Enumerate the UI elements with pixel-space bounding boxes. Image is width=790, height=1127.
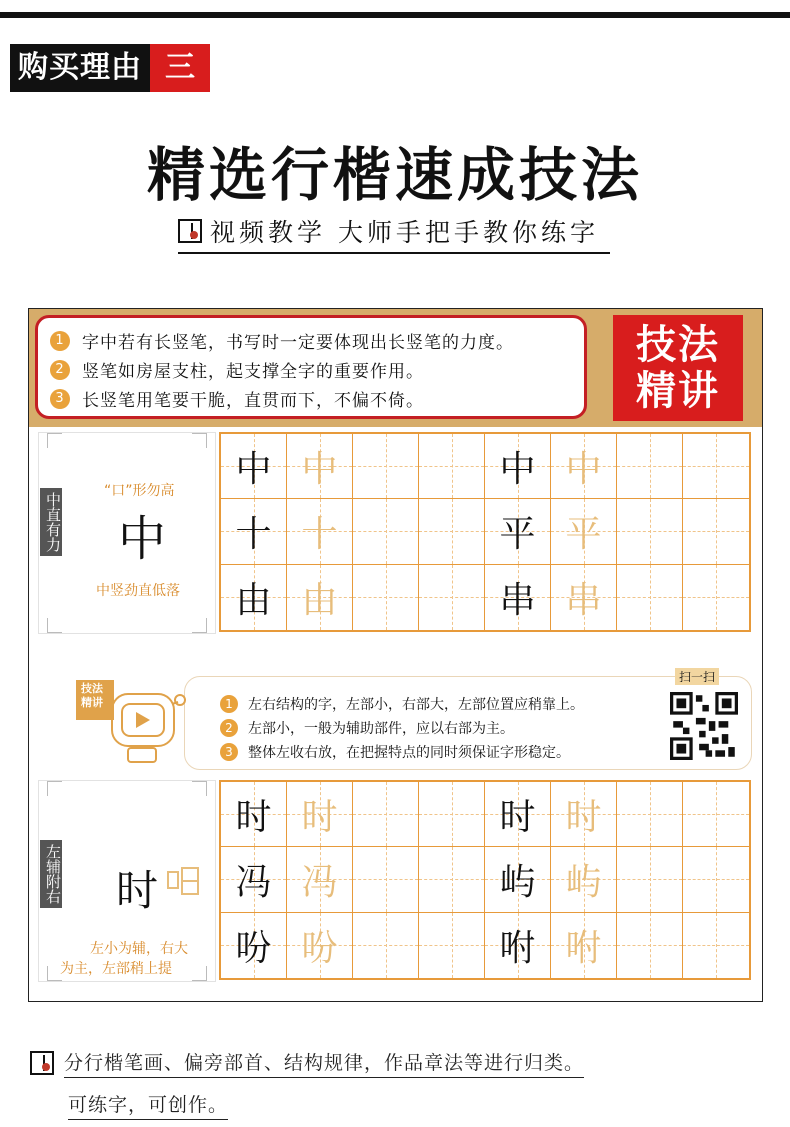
grid-cell: [683, 499, 749, 564]
tip-item: 3 长竖笔用笔要干脆，直贯而下，不偏不倚。: [50, 384, 572, 413]
grid-cell: [683, 434, 749, 499]
scan-label: 扫一扫: [675, 668, 719, 685]
grid-cell: [617, 913, 683, 978]
tip-2-item: 1 左右结构的字，左部小，右部大，左部位置应稍靠上。: [220, 694, 584, 714]
grid-cell: [683, 782, 749, 847]
grid-cell: [551, 847, 617, 912]
grid-cell: [287, 913, 353, 978]
grid-cell: [485, 913, 551, 978]
grid-cell: [617, 565, 683, 630]
trace-character: 串: [565, 579, 602, 621]
model-character: 时: [499, 796, 536, 838]
grid-cell: [551, 913, 617, 978]
seal-icon: [30, 1051, 54, 1075]
example-1-vertical-label: 中直有力: [40, 488, 62, 556]
grid-cell: [353, 913, 419, 978]
grid-cell: [287, 499, 353, 564]
grid-cell: [617, 782, 683, 847]
model-character: 屿: [499, 861, 536, 903]
reason-label: 购买理由: [10, 44, 150, 92]
trace-character: 咐: [565, 927, 602, 969]
trace-character: 吩: [301, 927, 338, 969]
tip-box: [35, 315, 587, 419]
grid-cell: [287, 565, 353, 630]
grid-cell: [485, 499, 551, 564]
practice-grid-1: [219, 432, 751, 632]
trace-character: 十: [301, 513, 338, 555]
grid-cell: [221, 913, 287, 978]
example-2-annotation-line-1: 左小为辅，右大: [90, 941, 188, 957]
character-structure-icon: [166, 866, 200, 896]
grid-cell: [485, 782, 551, 847]
grid-cell: [617, 434, 683, 499]
practice-grid-2: [219, 780, 751, 980]
grid-cell: [419, 782, 485, 847]
grid-cell: [353, 782, 419, 847]
example-2-character: 时: [116, 866, 159, 915]
badge-line-2: 精讲: [636, 368, 720, 414]
grid-cell: [353, 847, 419, 912]
model-character: 串: [499, 579, 536, 621]
tips-2-badge: 技法精讲: [81, 682, 103, 709]
subtitle-bar: [178, 210, 610, 254]
trace-character: 冯: [301, 861, 338, 903]
model-character: 咐: [499, 927, 536, 969]
grid-cell: [221, 782, 287, 847]
purchase-reason-tag: [10, 44, 210, 92]
trace-character: 中: [301, 448, 338, 490]
model-character: 平: [499, 513, 536, 555]
model-character: 时: [235, 796, 272, 838]
grid-cell: [551, 565, 617, 630]
example-1-annotation-bottom: 中竖劲直低落: [96, 583, 180, 599]
tip-2-item: 2 左部小，一般为辅助部件，应以右部为主。: [220, 718, 514, 738]
footer-text-1: 分行楷笔画、偏旁部首、结构规律，作品章法等进行归类。: [64, 1048, 584, 1078]
grid-cell: [221, 565, 287, 630]
tips-strip-2: [30, 666, 750, 770]
grid-cell: [683, 913, 749, 978]
model-character: 十: [235, 513, 272, 555]
model-character: 中: [499, 448, 536, 490]
grid-cell: [683, 847, 749, 912]
trace-character: 屿: [565, 861, 602, 903]
grid-cell: [551, 434, 617, 499]
grid-cell: [353, 565, 419, 630]
trace-character: 时: [301, 796, 338, 838]
grid-cell: [419, 565, 485, 630]
model-character: 冯: [235, 861, 272, 903]
example-2-vertical-label: 左辅附右: [40, 840, 62, 908]
grid-cell: [287, 847, 353, 912]
tip-band: [29, 309, 762, 427]
grid-cell: [551, 499, 617, 564]
grid-cell: [221, 847, 287, 912]
grid-cell: [683, 565, 749, 630]
example-2-annotation-line-2: 为主，左部稍上提: [60, 961, 172, 977]
footer-line-1: [30, 1048, 730, 1078]
trace-character: 中: [565, 448, 602, 490]
grid-cell: [485, 847, 551, 912]
tip-2-item: 3 整体左收右放，在把握特点的同时须保证字形稳定。: [220, 742, 570, 762]
grid-cell: [287, 782, 353, 847]
grid-cell: [353, 434, 419, 499]
grid-cell: [419, 847, 485, 912]
grid-cell: [485, 434, 551, 499]
tip-item: 2 竖笔如房屋支柱，起支撑全字的重要作用。: [50, 355, 572, 384]
grid-cell: [485, 565, 551, 630]
grid-cell: [551, 782, 617, 847]
grid-cell: [419, 913, 485, 978]
reason-number: 三: [150, 44, 210, 92]
grid-cell: [287, 434, 353, 499]
footer-text-2: 可练字，可创作。: [68, 1090, 228, 1120]
grid-cell: [617, 499, 683, 564]
model-character: 由: [235, 579, 272, 621]
footer-line-2: [68, 1090, 768, 1120]
trace-character: 由: [301, 579, 338, 621]
grid-cell: [617, 847, 683, 912]
top-rule: [0, 12, 790, 18]
badge-line-1: 技法: [636, 322, 720, 368]
grid-cell: [419, 434, 485, 499]
seal-icon: [178, 219, 202, 243]
grid-cell: [221, 499, 287, 564]
grid-cell: [419, 499, 485, 564]
example-1-character: 中: [118, 511, 167, 567]
qr-code-icon[interactable]: [670, 692, 738, 760]
grid-cell: [353, 499, 419, 564]
model-character: 中: [235, 448, 272, 490]
technique-badge: [613, 315, 743, 421]
page-title: 精选行楷速成技法: [146, 141, 643, 209]
subtitle-text: 视频教学 大师手把手教你练字: [210, 218, 599, 247]
trace-character: 时: [565, 796, 602, 838]
trace-character: 平: [565, 513, 602, 555]
grid-cell: [221, 434, 287, 499]
tip-item: 1 字中若有长竖笔，书写时一定要体现出长竖笔的力度。: [50, 326, 572, 355]
model-character: 吩: [235, 927, 272, 969]
example-1-annotation-top: “口”形勿高: [104, 483, 175, 499]
